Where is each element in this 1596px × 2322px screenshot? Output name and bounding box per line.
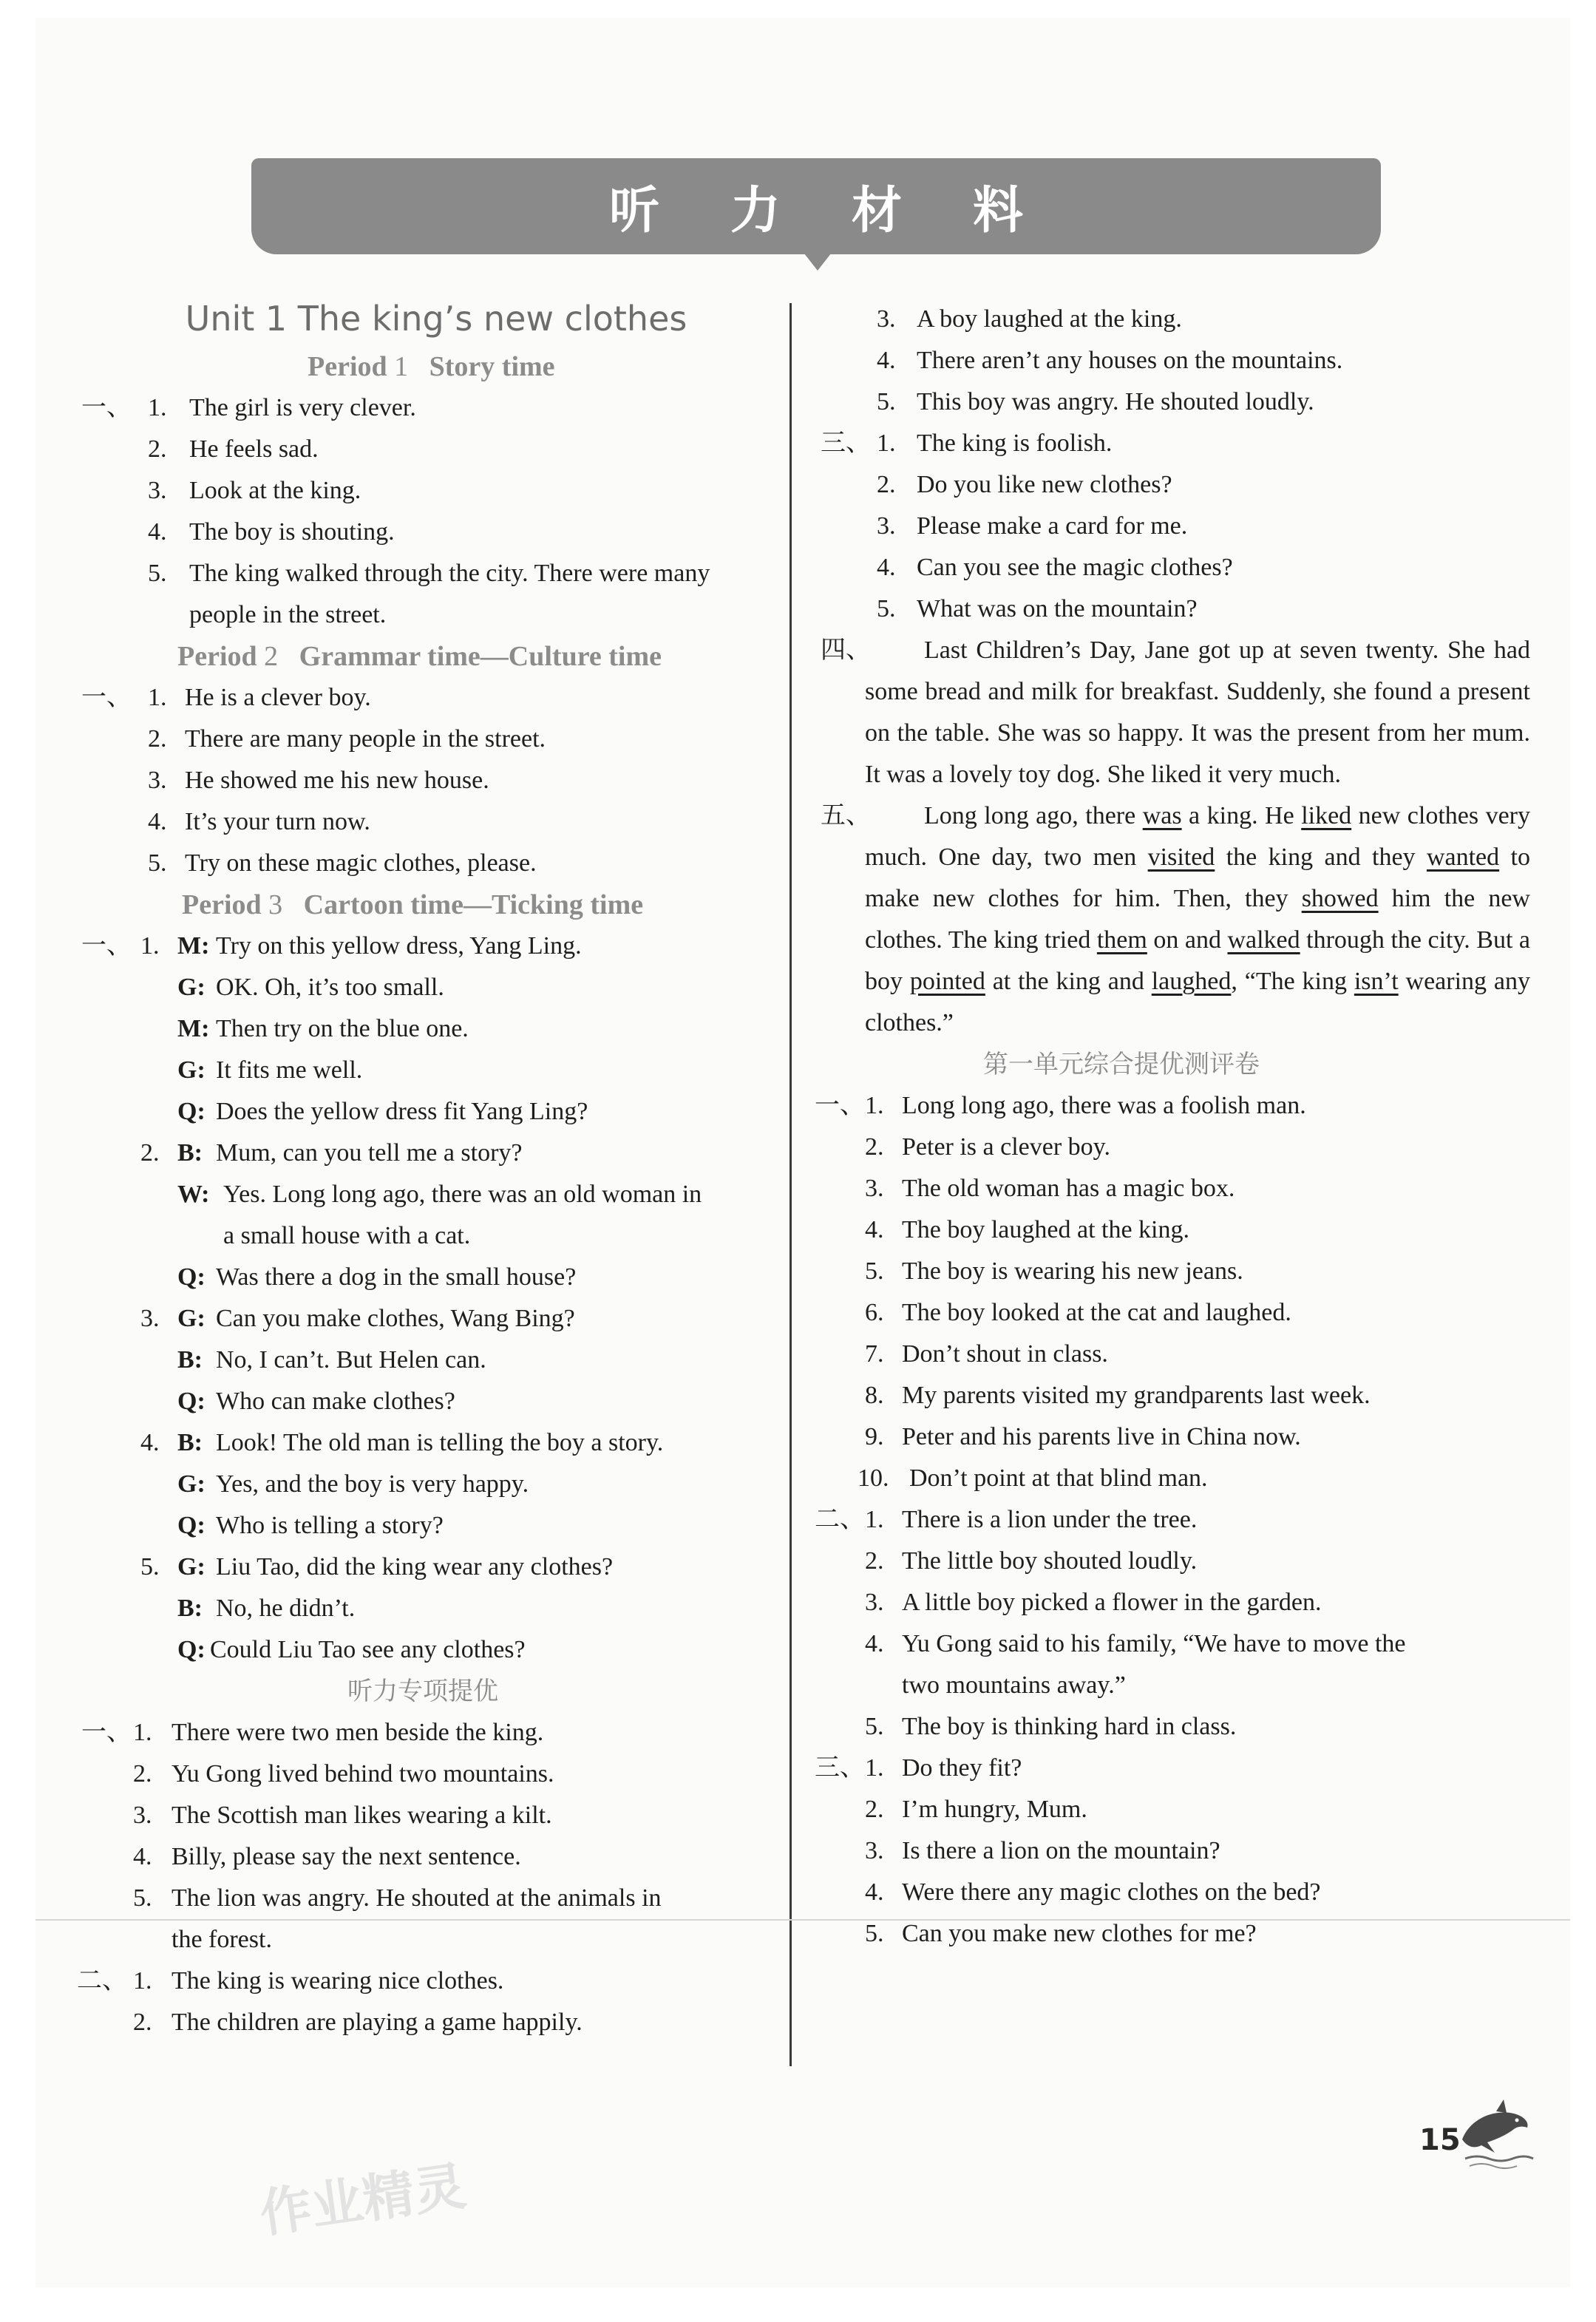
dialog-line: B: No, I can’t. But Helen can. — [177, 1346, 486, 1374]
answer-blank: wanted — [1426, 843, 1500, 871]
dialog-line: 3. G: Can you make clothes, Wang Bing? — [140, 1305, 575, 1332]
answer-blank: visited — [1147, 843, 1215, 871]
test-list-1 — [815, 1085, 1530, 1499]
list-item: 5. Try on these magic clothes, please. — [148, 849, 537, 877]
page-number: 15 — [1419, 2123, 1461, 2157]
dialog-line: 4. B: Look! The old man is telling the boy a story. — [140, 1429, 664, 1456]
page-title: 听力材料 — [608, 181, 1094, 240]
period-2-list — [81, 677, 791, 884]
list-item: 3. A boy laughed at the king. — [877, 305, 1182, 333]
right-column — [815, 299, 1531, 1955]
list-item: 4. It’s your turn now. — [148, 808, 370, 835]
list-3 — [821, 423, 1530, 630]
list-item: 3. He showed me his new house. — [148, 767, 489, 794]
list-item-continued: the forest. — [172, 1926, 272, 1953]
list-item: 5. What was on the mountain? — [877, 595, 1198, 622]
passage-5-text: Long long ago, there was a king. He liked new clothes very much. One day, two men visited the king and they wanted to make new clothes for him. Then, they showed him the new clothes. The king tried them on and walked through the city. But a boy pointed at the king and laughed, “The king isn’t wearing any clothes.” — [865, 802, 1531, 1036]
list-item: 5. The king walked through the city. There were many — [148, 560, 710, 587]
dialog-line: Q: Who is telling a story? — [177, 1512, 444, 1539]
dialog-line: W: Yes. Long long ago, there was an old woman in — [177, 1181, 702, 1208]
watermark: 作业精灵 — [256, 2155, 470, 2245]
unit-title: Unit 1 The king’s new clothes — [185, 299, 687, 339]
dialog-line: G: It fits me well. — [177, 1056, 363, 1084]
dialog-line: G: OK. Oh, it’s too small. — [177, 974, 444, 1001]
dialog-line: G: Yes, and the boy is very happy. — [177, 1470, 529, 1498]
dialog-line: 2. B: Mum, can you tell me a story? — [140, 1139, 523, 1167]
period-3-dialogs — [81, 926, 791, 1671]
list-item: 3. Is there a lion on the mountain? — [865, 1837, 1220, 1864]
list-item: 10. Don’t point at that blind man. — [858, 1464, 1208, 1492]
list-item: 一、 1. He is a clever boy. — [81, 684, 371, 711]
list-item: 一、 1. The girl is very clever. — [81, 394, 416, 421]
dialog-line: Q: Who can make clothes? — [177, 1388, 455, 1415]
list-item: 4. There aren’t any houses on the mountains. — [877, 347, 1343, 374]
list-item: 3. Please make a card for me. — [877, 512, 1188, 540]
list-item: 2. The children are playing a game happily. — [133, 2009, 583, 2036]
dialog-line: Q: Could Liu Tao see any clothes? — [177, 1636, 526, 1663]
passage-4-text: Last Children’s Day, Jane got up at seven twenty. She had some bread and milk for breakfast. Suddenly, she found a present on the table. She was so happy. It was the present from her mum. It was a lovely toy dog. She liked it very much. — [865, 636, 1530, 788]
list-item: 3. The old woman has a magic box. — [865, 1175, 1235, 1202]
list-item: 3. The Scottish man likes wearing a kilt. — [133, 1802, 552, 1829]
list-item: 9. Peter and his parents live in China now. — [865, 1423, 1301, 1450]
period-2-title: Period 2 Grammar time—Culture time — [177, 641, 662, 672]
list-item: 二、 1. There is a lion under the tree. — [815, 1506, 1198, 1533]
list-item: 2. Yu Gong lived behind two mountains. — [133, 1760, 554, 1788]
list-item: 4. The boy is shouting. — [148, 518, 395, 546]
dialog-line: a small house with a cat. — [223, 1222, 471, 1249]
list-item: 4. Yu Gong said to his family, “We have to move the — [865, 1630, 1406, 1657]
listening-list-2 — [77, 1961, 791, 2043]
list-item: 二、 1. The king is wearing nice clothes. — [77, 1967, 504, 1995]
list-item: 3. A little boy picked a flower in the garden. — [865, 1589, 1322, 1616]
list-item: 4. Can you see the magic clothes? — [877, 554, 1233, 581]
left-column — [77, 281, 791, 2043]
continued-list-2 — [821, 299, 1530, 423]
list-item: 8. My parents visited my grandparents last week. — [865, 1382, 1371, 1409]
list-item: 2. He feels sad. — [148, 435, 319, 463]
period-1-list — [81, 387, 791, 636]
list-item: 5. The boy is thinking hard in class. — [865, 1713, 1237, 1740]
list-item: 一、 1. There were two men beside the king. — [81, 1719, 544, 1746]
list-item: 5. The boy is wearing his new jeans. — [865, 1257, 1243, 1285]
listening-section-title: 听力专项提优 — [347, 1677, 498, 1706]
dolphin-icon — [1455, 2094, 1536, 2175]
list-item: 4. Were there any magic clothes on the bed? — [865, 1878, 1321, 1906]
list-item-continued: people in the street. — [189, 601, 387, 628]
dialog-line: Q: Was there a dog in the small house? — [177, 1263, 577, 1291]
list-item: 2. The little boy shouted loudly. — [865, 1547, 1198, 1575]
dialog-line: Q: Does the yellow dress fit Yang Ling? — [177, 1098, 588, 1125]
answer-blank: them — [1096, 926, 1147, 954]
answer-blank: pointed — [909, 968, 985, 995]
list-item: 4. Billy, please say the next sentence. — [133, 1843, 521, 1870]
dialog-line: M: Then try on the blue one. — [177, 1015, 469, 1042]
list-item: 一、 1. Long long ago, there was a foolish man. — [815, 1092, 1306, 1119]
list-item: 5. Can you make new clothes for me? — [865, 1920, 1257, 1947]
period-3-title: Period 3 Cartoon time—Ticking time — [182, 889, 644, 920]
list-item: 7. Don’t shout in class. — [865, 1340, 1108, 1368]
list-item-continued: two mountains away.” — [902, 1671, 1126, 1699]
passage-4: 四、 Last Children’s Day, Jane got up at seven twenty. She had some bread and milk for breakfast. Suddenly, she found a present on the table. She was so happy. It was the present from her mum. It was a lovely toy dog. She liked it very much. — [821, 630, 1530, 795]
list-item: 3. Look at the king. — [148, 477, 361, 504]
list-item: 5. The lion was angry. He shouted at the animals in — [133, 1884, 662, 1912]
list-item: 6. The boy looked at the cat and laughed. — [865, 1299, 1291, 1326]
answer-blank: walked — [1227, 926, 1300, 954]
answer-blank: showed — [1301, 885, 1379, 912]
list-item: 三、 1. Do they fit? — [815, 1754, 1022, 1782]
test-section-title: 第一单元综合提优测评卷 — [983, 1050, 1260, 1079]
list-item: 4. The boy laughed at the king. — [865, 1216, 1190, 1243]
test-list-3 — [815, 1748, 1530, 1955]
dialog-line: B: No, he didn’t. — [177, 1595, 356, 1622]
list-item: 2. Peter is a clever boy. — [865, 1133, 1110, 1161]
dialog-line: 一、 1. M: Try on this yellow dress, Yang Ling. — [81, 932, 582, 960]
answer-blank: isn’t — [1354, 968, 1399, 995]
passage-5: 五、 Long long ago, there was a king. He liked new clothes very much. One day, two men visited the king and they wanted to make new clothes for him. Then, they showed him the new clothes. The king tried them on and walked through the city. But a boy pointed at the king and laughed, “The king isn’t wearing any clothes.” — [821, 795, 1530, 1044]
answer-blank: liked — [1301, 802, 1352, 829]
test-list-2 — [815, 1499, 1530, 1748]
list-item: 2. There are many people in the street. — [148, 725, 546, 753]
period-1-title: Period 1 Story time — [308, 351, 555, 382]
answer-blank: laughed — [1151, 968, 1232, 995]
list-item: 5. This boy was angry. He shouted loudly. — [877, 388, 1314, 415]
dialog-line: 5. G: Liu Tao, did the king wear any clothes? — [140, 1553, 614, 1581]
listening-list-1 — [81, 1712, 791, 1961]
list-item: 2. Do you like new clothes? — [877, 471, 1172, 498]
answer-blank: was — [1142, 802, 1182, 829]
list-item: 2. I’m hungry, Mum. — [865, 1796, 1087, 1823]
list-item: 三、 1. The king is foolish. — [821, 430, 1113, 457]
